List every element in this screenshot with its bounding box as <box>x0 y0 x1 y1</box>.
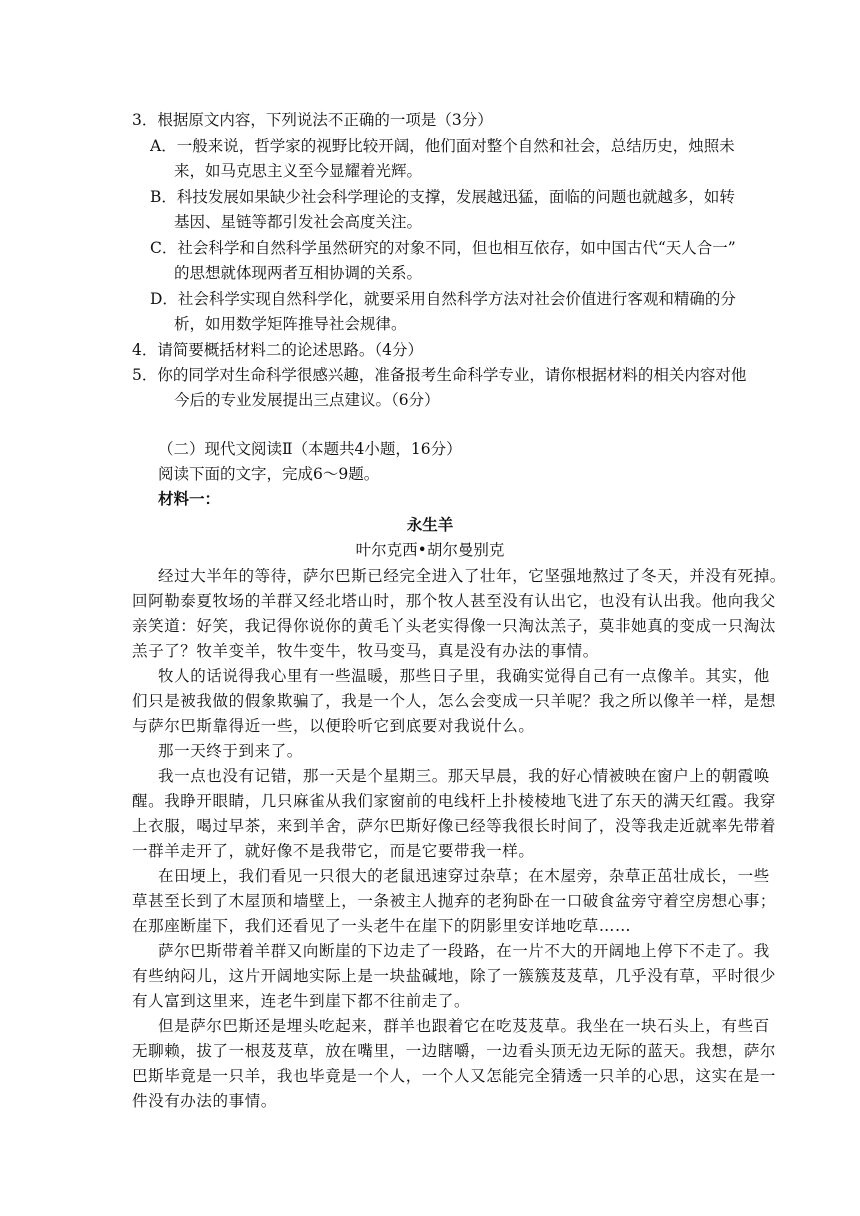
option-c-line-1: C．社会科学和自然科学虽然研究的对象不同，但也相互依存，如中国古代“天人合一” <box>150 239 736 257</box>
option-c-line-2: 的思想就体现两者互相协调的关系。 <box>174 264 423 282</box>
article-line: 回阿勒泰夏牧场的羊群又经北塔山时，那个牧人甚至没有认出它，也没有认出我。他向我父 <box>132 592 777 610</box>
article-line: 有人富到这里来，连老牛到崖下都不往前走了。 <box>132 992 471 1010</box>
material-label: 材料一： <box>158 490 221 508</box>
option-a-line-1: A．一般来说，哲学家的视野比较开阔，他们面对整个自然和社会，总结历史，烛照未 <box>150 137 735 155</box>
article-line: 但是萨尔巴斯还是埋头吃起来，群羊也跟着它在吃芨芨草。我坐在一块石头上，有些百 <box>158 1017 770 1035</box>
article-line: 上衣服，喝过早茶，来到羊舍，萨尔巴斯好像已经等我很长时间了，没等我走近就率先带着 <box>132 817 777 835</box>
option-b-line-2: 基因、星链等都引发社会高度关注。 <box>174 213 423 231</box>
article-line: 经过大半年的等待，萨尔巴斯已经完全进入了壮年，它坚强地熬过了冬天，并没有死掉。 <box>158 567 786 585</box>
question-5-line-2: 今后的专业发展提出三点建议。（6分） <box>174 391 440 409</box>
article-line: 牧人的话说得我心里有一些温暖，那些日子里，我确实觉得自己有一点像羊。其实，他 <box>158 667 770 685</box>
article-line: 无聊赖，拔了一根芨芨草，放在嘴里，一边瞎嚼，一边看头顶无边无际的蓝天。我想，萨尔 <box>132 1042 777 1060</box>
option-a-line-2: 来，如马克思主义至今显耀着光辉。 <box>174 162 423 180</box>
section-instruction: 阅读下面的文字，完成6～9题。 <box>158 465 380 483</box>
article-line: 草甚至长到了木屋顶和墙壁上，一条被主人抛弃的老狗卧在一口破食盆旁守着空房想心事； <box>132 892 777 910</box>
article-line: 巴斯毕竟是一只羊，我也毕竟是一个人，一个人又怎能完全猜透一只羊的心思，这实在是一 <box>132 1067 777 1085</box>
option-d-line-1: D．社会科学实现自然科学化，就要采用自然科学方法对社会价值进行客观和精确的分 <box>150 290 736 308</box>
option-d-line-2: 析，如用数学矩阵推导社会规律。 <box>174 315 407 333</box>
article-line: 亲笑道：好笑，我记得你说你的黄毛丫头老实得像一只淘汰羔子，莫非她真的变成一只淘汰 <box>132 617 777 635</box>
article-line: 那一天终于到来了。 <box>158 742 303 760</box>
article-title: 永生羊 <box>406 516 454 534</box>
article-author: 叶尔克西•胡尔曼别克 <box>355 541 505 559</box>
article-line: 们只是被我做的假象欺骗了，我是一个人，怎么会变成一只羊呢？我之所以像羊一样，是想 <box>132 692 777 710</box>
section-heading: （二）现代文阅读Ⅱ（本题共4小题，16分） <box>158 440 462 458</box>
article-line: 醒。我睁开眼睛，几只麻雀从我们家窗前的电线杆上扑棱棱地飞进了东天的满天红霞。我穿 <box>132 792 777 810</box>
article-line: 在田埂上，我们看见一只很大的老鼠迅速穿过杂草；在木屋旁，杂草正茁壮成长，一些 <box>158 867 770 885</box>
option-b-line-1: B．科技发展如果缺少社会科学理论的支撑，发展越迅猛，面临的问题也就越多，如转 <box>150 188 735 206</box>
question-5-line-1: 5．你的同学对生命科学很感兴趣，准备报考生命科学专业，请你根据材料的相关内容对他 <box>132 366 747 384</box>
article-line: 与萨尔巴斯靠得近一些，以便聆听它到底要对我说什么。 <box>132 717 535 735</box>
article-line: 有些纳闷儿，这片开阔地实际上是一块盐碱地，除了一簇簇芨芨草，几乎没有草，平时很少 <box>132 967 777 985</box>
article-line: 萨尔巴斯带着羊群又向断崖的下边走了一段路，在一片不大的开阔地上停下不走了。我 <box>158 942 770 960</box>
article-line: 一群羊走开了，就好像不是我带它，而是它要带我一样。 <box>132 842 535 860</box>
question-3-stem: 3．根据原文内容，下列说法不正确的一项是（3分） <box>132 111 493 129</box>
article-line: 羔子了？牧羊变羊，牧牛变牛，牧马变马，真是没有办法的事情。 <box>132 642 599 660</box>
article-line: 在那座断崖下，我们还看见了一头老牛在崖下的阴影里安详地吃草…… <box>132 917 632 935</box>
question-4: 4．请简要概括材料二的论述思路。（4分） <box>132 341 423 359</box>
article-line: 我一点也没有记错，那一天是个星期三。那天早晨，我的好心情被映在窗户上的朝霞唤 <box>158 767 770 785</box>
article-line: 件没有办法的事情。 <box>132 1092 277 1110</box>
